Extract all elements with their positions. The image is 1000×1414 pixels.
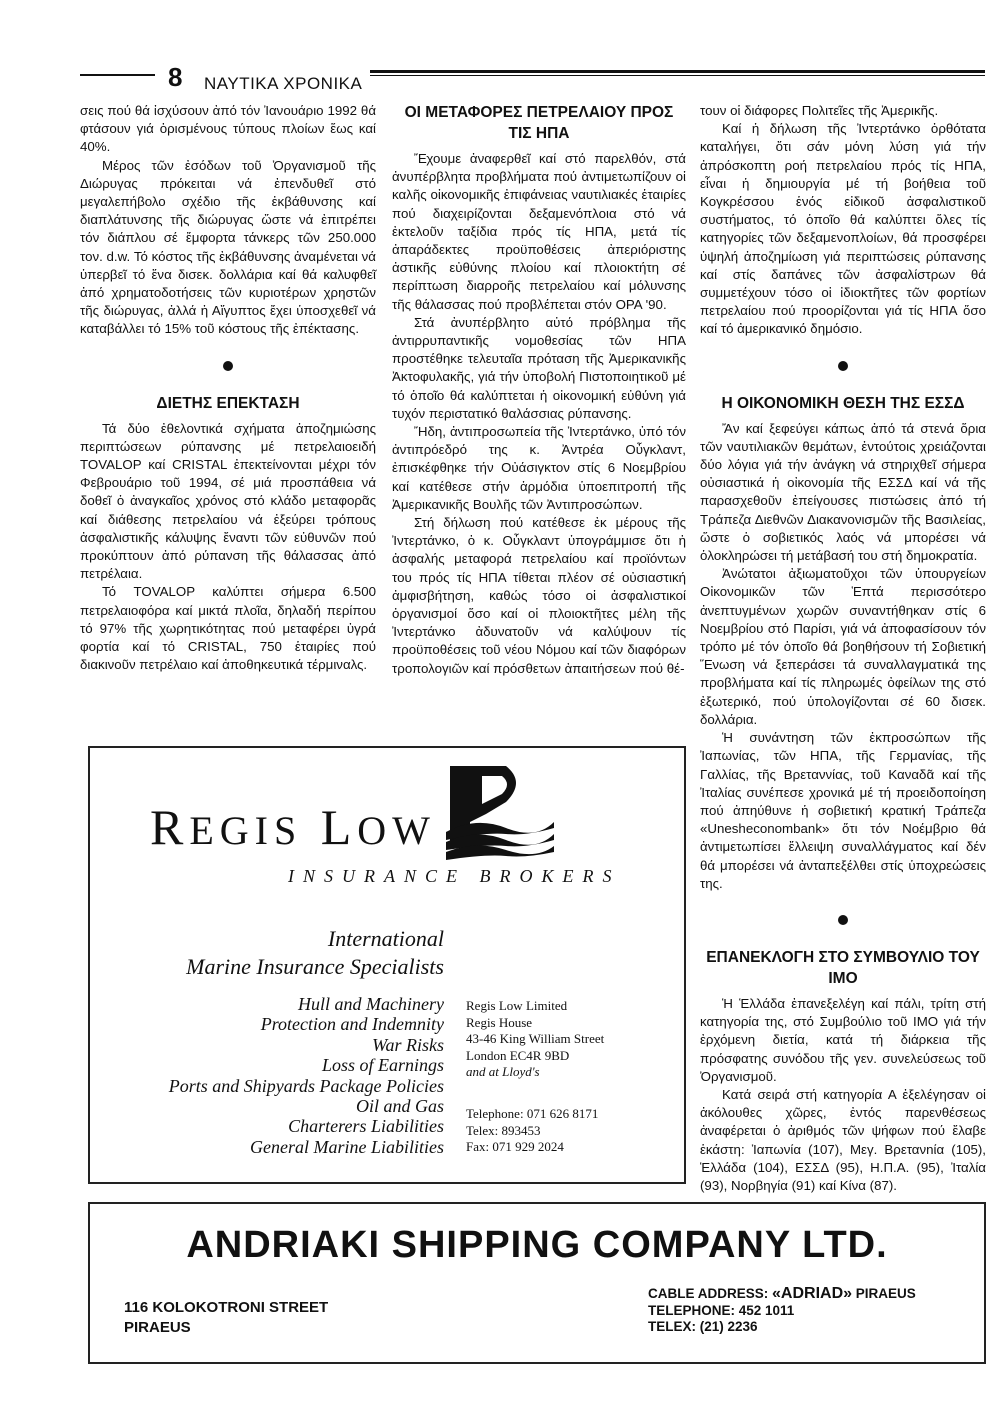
regis-low-address [466, 998, 604, 1081]
address-line: 43-46 King William Street [466, 1031, 605, 1046]
andriaki-address [124, 1298, 328, 1338]
street: 116 KOLOKOTRONI STREET [124, 1299, 329, 1316]
article-paragraph: τουν οἱ διάφορες Πολιτεῖες τῆς Ἀμερικῆς. [700, 103, 939, 118]
publication-name: ΝΑΥΤΙΚΑ ΧΡΟΝΙΚΑ [204, 74, 363, 93]
article-paragraph: Ἡ συνάντηση τῶν ἐκπροσώπων τῆς Ἰαπωνίας, τῶν ΗΠΑ, τῆς Γερμανίας, τῆς Γαλλίας, τῆς Βρεταννίας, τοῦ Καναδᾶ καί τῆς Ἰταλίας συνέπεσε χρονικά μέ τή προειδοποίηση πού ἀπηύθυνε ἡ σοβιετική κρατική Τράπεζα «Unesheconombank» ὅτι τόν Νοέμβριο θά ἀντιμετωπίσει ἔλλειψη συναλλάγματος καί δέν θά μπορέσει νά ἀνταπεξέλθει στίς ὑποχρεώσεις της. [700, 730, 986, 891]
header-rule-left [80, 74, 155, 76]
column-3 [700, 102, 986, 1195]
service-item: Charterers Liabilities [288, 1116, 444, 1137]
header-rule-right-thin [370, 75, 985, 76]
article-paragraph: Τό TOVALOP καλύπτει σήμερα 6.500 πετρελαιοφόρα καί μικτά πλοῖα, δηλαδή περίπου τό 97% τῆς χωρητικότητας πού μεταφέρει ὑγρά φορτία καί τό CRISTAL, 750 ἑταιρίες πού διακινοῦν πετρέλαιο καί ἀποθηκευτικά τέρμιναλς. [80, 584, 376, 673]
address-line: Regis House [466, 1014, 533, 1030]
section-bullet [838, 361, 848, 371]
section-bullet [838, 915, 848, 925]
telex: TELEX: (21) 2236 [648, 1319, 758, 1334]
section-heading: ΔΙΕΤΗΣ ΕΠΕΚΤΑΣΗ [156, 394, 300, 412]
city: PIRAEUS [124, 1319, 191, 1336]
fax: Fax: 071 929 2024 [466, 1139, 564, 1154]
andriaki-contact [648, 1286, 916, 1336]
article-heading: ΟΙ ΜΕΤΑΦΟΡΕΣ ΠΕΤΡΕΛΑΙΟΥ ΠΡΟΣ ΤΙΣ ΗΠΑ [404, 104, 674, 142]
article-paragraph: Στά ἀνυπέρβλητο αὐτό πρόβλημα τῆς ἀντιρρυπαντικῆς νομοθεσίας τῶν ΗΠΑ προστέθηκε τελευταῖα πρόταση τῆς Ἀμερικανικῆς Ἀκτοφυλακῆς, γιά τήν ὑποβολή Πιστοποιητικοῦ μέ τό ὁποῖο θά καλύπτεται ἡ οἰκονομική εὐθύνη γιά τυχόν περιστατικό θαλάσσιας ρύπανσης. [392, 314, 686, 421]
article-paragraph: Μέρος τῶν ἐσόδων τοῦ Ὀργανισμοῦ τῆς Διώρυγας πρόκειται νά ἐπενδυθεῖ στό μεγαλεπήβολο σχέδιο τῆς ἐκβάθυνσης καί διαπλάτυνσης τῆς διώρυγας ὥστε νά ἐπιτρέπει τόν διάπλου σέ ἔμφορτα τάνκερς τῶν 250.000 τον. d.w. Τό κόστος τῆς ἐκβάθυνσης ἀναμένεται νά ὑπερβεῖ τό ἕνα δισεκ. δολλάρια καί θά καλυφθεῖ ἀπό χρηματοδοτήσεις τῶν κυριοτέρων χρηστῶν τῆς διώρυγας, ἀλλά ἡ Αἴγυπτος ἔχει ὑποσχεθεῖ νά καταβάλλει τό 15% τοῦ κόστους τῆς ἐπέκτασης. [80, 157, 376, 337]
regis-low-subtitle: INSURANCE BROKERS [288, 866, 621, 886]
andriaki-advertisement [88, 1202, 986, 1364]
address-lloyds: and at Lloyd's [466, 1064, 540, 1079]
service-item: Oil and Gas [355, 1096, 444, 1117]
tagline-specialists: Marine Insurance Specialists [186, 954, 444, 979]
section-bullet [223, 361, 233, 371]
article-paragraph: Ἄν καί ξεφεύγει κάπως ἀπό τά στενά ὅρια τῶν ναυτιλιακῶν θεμάτων, ἐντούτοις χρειάζονται δύο λόγια γιά τήν ἀνάγκη νά στηριχθεῖ σήμερα οὐσιαστικά ἡ οἰκονομία τῆς ΕΣΣΔ καί νά τῆς παρασχεθοῦν ἐπείγουσες πιστώσεις ἀπό τή Τράπεζα Διεθνῶν Διακανονισμῶν τῆς Βασιλείας, ὥστε ὁ σοβιετικός λαός νά μπορέσει νά ὁλοκληρώσει τή μετάβασή του στή δημοκρατία. [700, 420, 986, 564]
page-header [80, 62, 985, 98]
article-paragraph: Καί ἡ δήλωση τῆς Ἰντερτάνκο ὀρθότατα καταλήγει, ὅτι σάν μόνη λύση γιά τήν ἀπρόσκοπτη ροή πετρελαίου πρός τίς ΗΠΑ, εἶναι ἡ δημιουργία μέ τή βοήθεια τοῦ Κογκρέσσου ἑνός εἰδικοῦ ἀσφαλιστικοῦ συστήματος, τό ὁποῖο θά καλύπτει ὅλες τίς κατηγορίες τῶν δεξαμενοπλοίων, θά προσφέρει ὑψηλή ἀποζημίωση γιά περιπτώσεις ρύπανσης καί στίς δαπάνες τῶν ἀσφαλίστρων θά συμμετέχουν τόσο οἱ ἰδιοκτῆτες τῶν φορτίων πετρελαίου πού προορίζονται γιά τίς ΗΠΑ ὅσο καί τό ἀμερικανικό δημόσιο. [700, 121, 986, 337]
article-paragraph: Ἀνώτατοι ἀξιωματοῦχοι τῶν ὑπουργείων Οἰκονομικῶν τῶν Ἑπτά περισσότερο ἀνεπτυγμένων χωρῶν συναντήθηκαν στίς 6 Νοεμβρίου στό Παρίσι, γιά νά ἀποφασίσουν τόν τρόπο μέ τόν ὁποῖο θά βοηθήσουν τή Σοβιετική Ἕνωση νά ξεπεράσει τά συναλλαγματικά της προβλήματα καί τίς πληρωμές ὀφείλων της στό ἐξωτερικό, πού ὑπολογίζονται σέ 60 δισεκ. δολλάρια. [700, 566, 986, 727]
article-paragraph: Κατά σειρά στή κατηγορία Α ἐξελέγησαν οἱ ἀκόλουθες χῶρες, ἐντός παρενθέσεως ἀναφέρεται ὁ ἀριθμός τῶν ψήφων πού ἔλαβε ἑκάστη: Ἰαπωνία (107), Μεγ. Βρετανnία (105), Ἑλλάδα (104), ΕΣΣΔ (95), Η.Π.Α. (95), Ἰταλία (93), Νορβηγία (91) καί Κίνα (87). [700, 1086, 986, 1193]
services-list [169, 994, 444, 1157]
address-line: Regis Low Limited [466, 998, 568, 1013]
andriaki-company-name: ANDRIAKI SHIPPING COMPANY LTD. [186, 1224, 888, 1266]
article-paragraph: Στή δήλωση πού κατέθεσε ἐκ μέρους τῆς Ἰντερτάνκο, ὁ κ. Οὖγκλαντ ὑπογράμμισε ὅτι ἡ ἀσφαλής μεταφορά πετρελαίου καί προϊόντων του πρός τίς ΗΠΑ τίθεται πλέον σέ οὐσιαστική ἀμφισβήτηση, καθώς τόσο οἱ ἀσφαλιστικοί ὀργανισμοί ὅσο καί οἱ πλοιοκτῆτες μέλη τῆς Ἰντερτάνκο ἀδυνατοῦν νά καλύψουν τίς προϋποθέσεις τοῦ νέου Νόμου καί τῶν διαφόρων τροπολογιῶν καί πρόσθετων ἀπαιτήσεων πού θέ- [392, 515, 686, 676]
column-2 [392, 102, 686, 678]
section-heading: Η ΟΙΚΟΝΟΜΙΚΗ ΘΕΣΗ ΤΗΣ ΕΣΣΔ [721, 394, 965, 412]
telephone: TELEPHONE: 452 1011 [648, 1302, 795, 1318]
article-paragraph: Ἔχουμε ἀναφερθεῖ καί στό παρελθόν, στά ἀνυπέρβλητα προβλήματα πού ἀντιμετωπίζουν οἱ καλῆς οἰκονομικῆς ἐπιφάνειας ναυτιλιακές ἑταιρίες πού διαχειρίζονται δεξαμενόπλοια στό νά ἐκτελοῦν ταξίδια πρός τίς ΗΠΑ, μετά τίς ἀπαράδεκτες προϋποθέσεις ἀπεριόριστης ἀστικῆς εὐθύνης πλοίου καί πλοιοκτήτη σέ περίπτωση διαρροῆς πετρελαίου καί μόλυνσης τῆς θάλασσας πού προβλέπεται στόν ΟΡΑ '90. [392, 151, 686, 312]
service-item: Protection and Indemnity [260, 1014, 444, 1035]
column-1 [80, 102, 376, 674]
telex: Telex: 893453 [466, 1122, 541, 1138]
regis-low-brand: REGIS LOW [150, 799, 436, 855]
article-paragraph: Τά δύο ἐθελοντικά σχήματα ἀποζημιώσης περιπτώσεων ρύπανσης μέ πετρελαιοειδή TOVALOP καί CRISTAL ἐπεκτείνονται μέχρι τόν Φεβρουάριο τοῦ 1994, σέ μιά προσπάθεια νά δοθεῖ ὁ ἀναγκαῖος χρόνος στό κλάδο μεταφορᾶς καί διάθεσης πετρελαίου νά ἐξεύρει τρόπους ἀσφαλιστικῆς κάλυψης ἔναντι τῶν εὐθυνῶν πού προκύπτουν ἀπό ρύπανση τῆς θάλασσας ἀπό πετρέλαια. [80, 420, 376, 582]
service-item: Ports and Shipyards Package Policies [168, 1075, 444, 1096]
address-line: London EC4R 9BD [466, 1047, 570, 1063]
telephone: Telephone: 071 626 8171 [466, 1106, 599, 1121]
article-paragraph: σεις πού θά ἰσχύσουν ἀπό τόν Ἰανουάριο 1992 θά φτάσουν γιά ὁρισμένους τύπους πλοίων ἕως καί 40%. [80, 103, 376, 155]
regis-low-contact [466, 1106, 598, 1156]
section-heading: ΕΠΑΝΕΚΛΟΓΗ ΣΤΟ ΣΥΜΒΟΥΛΙΟ ΤΟΥ ΙΜΟ [706, 948, 980, 987]
article-paragraph: Ἡ Ἑλλάδα ἐπανεξελέγη καί πάλι, τρίτη στή κατηγορία της, στό Συμβούλιο τοῦ ΙΜΟ γιά τήν ἐρχόμενη διετία, κατά τή διάρκεια τῆς πρόσφατης συνόδου τῆς γεν. συνελεύσεως τοῦ Ὀργανισμοῦ. [700, 995, 986, 1084]
regis-low-logo-icon [446, 762, 556, 860]
header-rule-right [370, 70, 985, 73]
service-item: Hull and Machinery [298, 994, 444, 1014]
page-number: 8 [168, 62, 183, 92]
tagline-international: International [327, 926, 444, 951]
service-item: War Risks [372, 1034, 444, 1055]
article-paragraph: Ἤδη, ἀντιπροσωπεία τῆς Ἰντερτάνκο, ὑπό τόν ἀντιπρόεδρό της κ. Ἀντρέα Οὖγκλαντ, ἐπισκέφθηκε τήν Οὐάσιγκτον στίς 6 Νοεμβρίου καί κατέθεσε στήν ἁρμόδια ὑποεπιτροπή τῆς Ἀμερικανικῆς Βουλῆς τῶν Ἀντιπροσώπων. [392, 424, 686, 512]
service-item: General Marine Liabilities [250, 1136, 444, 1157]
service-item: Loss of Earnings [321, 1055, 444, 1076]
regis-low-advertisement [88, 746, 686, 1184]
cable-address: CABLE ADDRESS: «ADRIAD» PIRAEUS [648, 1285, 916, 1302]
